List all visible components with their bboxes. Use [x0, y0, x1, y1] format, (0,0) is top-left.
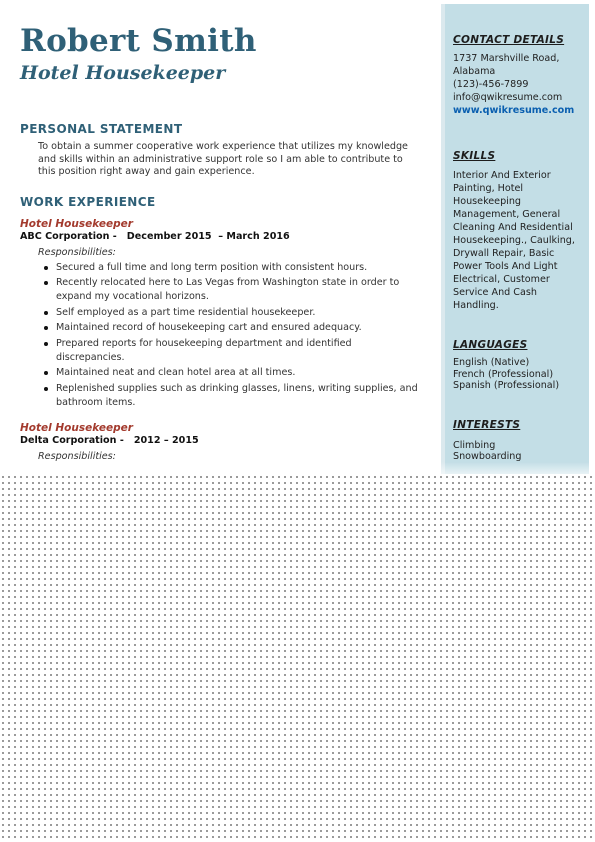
- list-item: Maintained neat and clean hotel area at all times.: [56, 366, 418, 380]
- interests-list: [453, 440, 585, 463]
- work-experience-heading: WORK EXPERIENCE: [20, 194, 156, 209]
- personal-statement-heading: PERSONAL STATEMENT: [20, 122, 183, 136]
- contact-website-link[interactable]: www.qwikresume.com: [453, 105, 575, 116]
- job-role: Hotel Housekeeper: [20, 217, 133, 230]
- list-item: Snowboarding: [453, 451, 522, 462]
- job-entry: [20, 218, 420, 410]
- job-role: Hotel Housekeeper: [20, 421, 133, 434]
- contact-email[interactable]: info@qwikresume.com: [453, 92, 563, 103]
- skills-text: Interior And Exterior Painting, Hotel Housekeeping Management, General Cleaning And Residential Housekeeping., Caulking, Drywall Repair, Basic Power Tools And Light Electrical, Customer Service And Cash Handling.: [453, 170, 575, 311]
- list-item: Prepared reports for housekeeping department and identified discrepancies.: [56, 337, 418, 365]
- list-item: Climbing: [453, 439, 496, 451]
- responsibilities-list: [56, 261, 420, 410]
- list-item: Recently relocated here to Las Vegas from Washington state in order to expand my vocational horizons.: [56, 276, 418, 304]
- list-item: English (Native): [453, 357, 530, 368]
- list-item: Replenished supplies such as drinking glasses, linens, writing supplies, and bathroom items.: [56, 382, 418, 408]
- preview-blur-overlay: [0, 474, 595, 842]
- skills-heading: SKILLS: [453, 150, 496, 162]
- job-company-dates: Delta Corporation - 2012 – 2015: [20, 434, 199, 446]
- sidebar: [441, 4, 589, 474]
- job-company-dates: ABC Corporation - December 2015 – March 2016: [20, 230, 290, 242]
- job-entry: [20, 422, 420, 462]
- list-item: Secured a full time and long term position with consistent hours.: [56, 261, 418, 275]
- list-item: French (Professional): [453, 368, 554, 380]
- contact-address: 1737 Marshville Road, Alabama: [453, 53, 560, 77]
- list-item: Maintained record of housekeeping cart and ensured adequacy.: [56, 321, 418, 335]
- languages-heading: LANGUAGES: [453, 339, 528, 351]
- main-column: [20, 22, 420, 462]
- candidate-title: Hotel Housekeeper: [20, 62, 226, 84]
- responsibilities-label: Responsibilities:: [38, 246, 116, 258]
- responsibilities-label: Responsibilities:: [38, 450, 116, 462]
- contact-details: [453, 52, 585, 117]
- contact-phone: (123)-456-7899: [453, 79, 529, 90]
- personal-statement-text: To obtain a summer cooperative work experience that utilizes my knowledge and skills within an administrative support role so I am able to contribute to this position right away and gain experience.: [38, 141, 408, 177]
- list-item: Spanish (Professional): [453, 380, 560, 391]
- list-item: Self employed as a part time residential housekeeper.: [56, 306, 418, 320]
- languages-list: [453, 357, 585, 392]
- candidate-name: Robert Smith: [20, 23, 257, 59]
- interests-heading: INTERESTS: [453, 418, 521, 431]
- contact-heading: CONTACT DETAILS: [453, 34, 565, 46]
